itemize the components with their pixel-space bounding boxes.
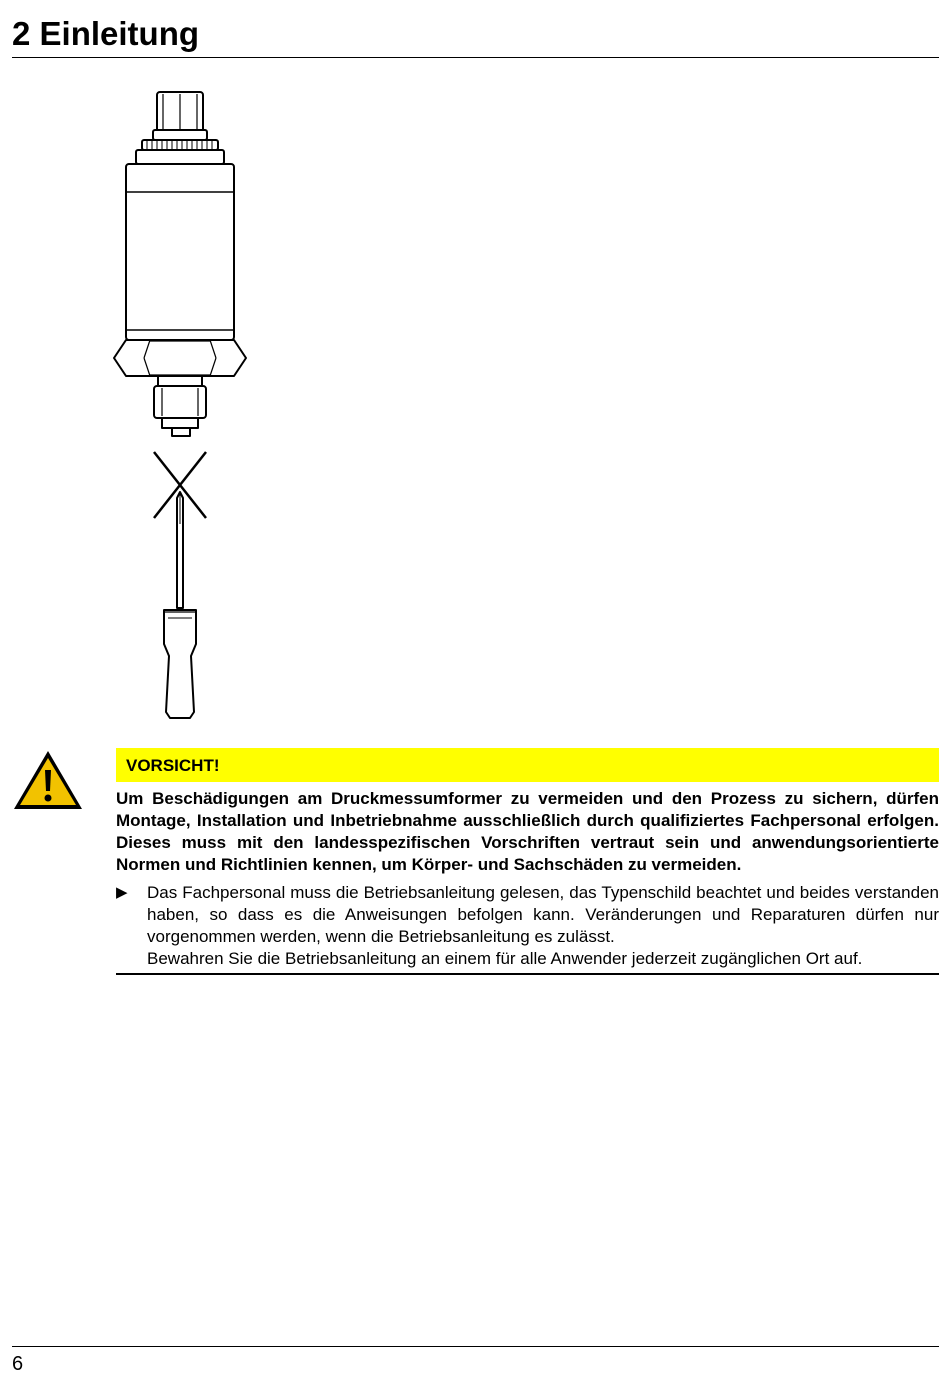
warning-icon (12, 748, 84, 812)
pressure-transmitter-screwdriver-illustration (100, 84, 280, 724)
footer-divider (12, 1346, 939, 1347)
bullet-arrow-icon: ▶ (116, 884, 128, 901)
warning-end-divider (116, 973, 939, 975)
instruction-text-storage: Bewahren Sie die Betriebsanleitung an einem für alle Anwender jederzeit zugänglichen Ort auf. (147, 949, 863, 968)
title-divider (12, 57, 939, 58)
page-title: 2 Einleitung (12, 15, 200, 52)
instruction-text: Das Fachpersonal muss die Betriebsanleitung gelesen, das Typenschild beachtet und beides verstanden haben, so dass es die Anweisungen befolgen kann. Veränderungen und Reparaturen dürfen nur vorgenommen werden, wenn die Betriebsanleitung es zulässt. (147, 883, 939, 946)
instruction-item (116, 882, 939, 970)
caution-banner: VORSICHT! (116, 748, 939, 782)
page-number: 6 (12, 1353, 24, 1375)
caution-description: Um Beschädigungen am Druckmessumformer zu vermeiden und den Prozess zu sichern, dürfen Montage, Installation und Inbetriebnahme ausschließlich durch qualifiziertes Fachpersonal erfolgen. Dieses muss mit den landesspezifischen Vorschriften vertraut sein und anwendungsorientierte Normen und Richtlinien kennen, um Körper- und Sachschäden zu vermeiden. (116, 789, 939, 874)
